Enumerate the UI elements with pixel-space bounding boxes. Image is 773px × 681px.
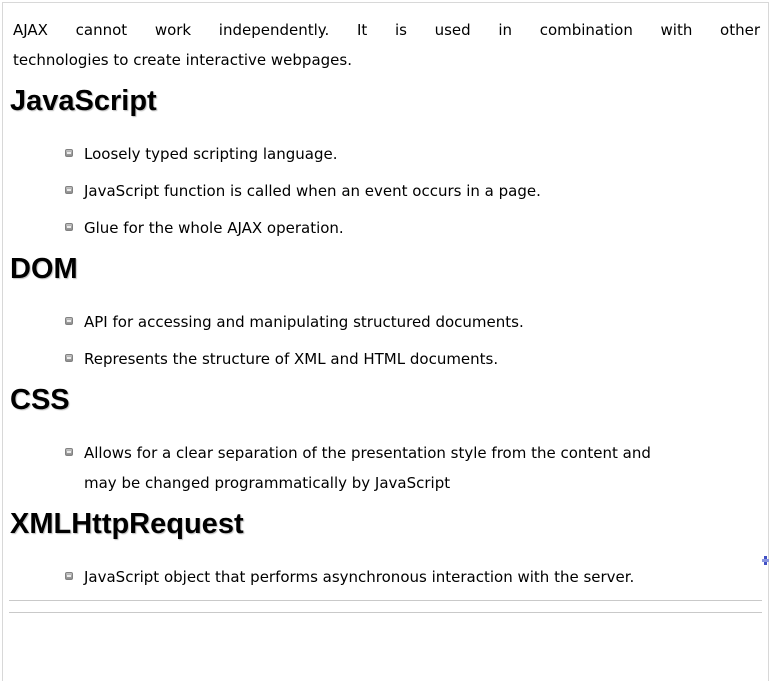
list-item [65, 213, 696, 243]
list-item-text: Represents the structure of XML and HTML documents. [84, 350, 499, 368]
list-item [65, 562, 696, 592]
section-heading-css: CSS [10, 384, 70, 416]
blue-marker-artifact [764, 556, 767, 565]
horizontal-rule [9, 600, 762, 601]
xmlhttprequest-bullet-list [3, 562, 768, 592]
section-heading-dom: DOM [10, 253, 78, 285]
intro-line: AJAX cannot work independently. It is used in combination with other [13, 21, 760, 39]
dom-bullet-list [3, 307, 768, 374]
list-item-text: Allows for a clear separation of the presentation style from the content and [84, 444, 651, 462]
list-item [65, 438, 696, 498]
intro-line: technologies to create interactive webpages. [13, 51, 352, 69]
list-item-text: API for accessing and manipulating structured documents. [84, 313, 524, 331]
horizontal-rule [9, 612, 762, 613]
list-item [65, 307, 696, 337]
intro-paragraph [13, 15, 760, 75]
content-panel [2, 2, 769, 681]
section-heading-javascript: JavaScript [10, 85, 157, 117]
section-heading-xmlhttprequest: XMLHttpRequest [10, 508, 244, 540]
list-item-text: Loosely typed scripting language. [84, 145, 338, 163]
javascript-bullet-list [3, 139, 768, 243]
list-item-text: JavaScript function is called when an event occurs in a page. [84, 182, 541, 200]
css-bullet-list [3, 438, 768, 498]
list-item [65, 344, 696, 374]
list-item [65, 139, 696, 169]
list-item-text: Glue for the whole AJAX operation. [84, 219, 344, 237]
list-item [65, 176, 696, 206]
list-item-text: JavaScript object that performs asynchronous interaction with the server. [84, 568, 635, 586]
list-item-text: may be changed programmatically by JavaScript [84, 474, 451, 492]
